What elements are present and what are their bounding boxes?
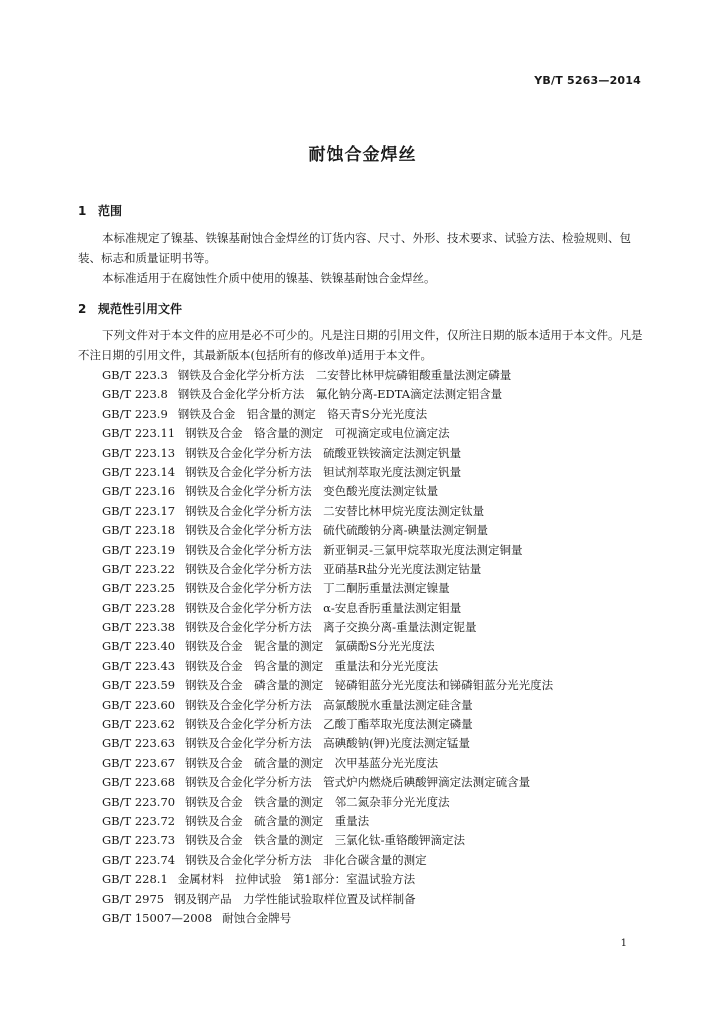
reference-code: GB/T 223.68 [102,775,176,790]
reference-item [102,812,553,831]
reference-title: 钢铁及合金 硫含量的测定 重量法 [185,813,370,828]
reference-item [102,754,553,773]
reference-item [102,502,553,521]
reference-code: GB/T 223.9 [102,406,168,421]
reference-title: 钢铁及合金 磷含量的测定 铋磷钼蓝分光光度法和锑磷钼蓝分光光度法 [185,678,554,693]
reference-title: 钢铁及合金化学分析方法 硫酸亚铁铵滴定法测定钒量 [185,445,462,460]
reference-item [102,870,553,889]
document-title: 耐蚀合金焊丝 [308,145,417,165]
reference-code: GB/T 223.63 [102,736,176,751]
reference-title: 金属材料 拉伸试验 第1部分：室温试验方法 [177,872,416,887]
section-number: 2 [78,302,87,316]
reference-title: 钢铁及合金 硫含量的测定 次甲基蓝分光光度法 [185,755,439,770]
reference-code: GB/T 223.40 [102,639,176,654]
reference-item [102,618,553,637]
reference-item [102,890,553,909]
reference-item [102,696,553,715]
reference-code: GB/T 223.18 [102,523,176,538]
reference-title: 钢铁及合金化学分析方法 钽试剂萃取光度法测定钒量 [185,464,462,479]
reference-title: 钢铁及合金化学分析方法 离子交换分离-重量法测定铌量 [185,620,477,635]
reference-item [102,734,553,753]
reference-code: GB/T 223.73 [102,833,176,848]
section-1-heading [78,202,122,219]
reference-item [102,385,553,404]
paragraph-text: 本标准适用于在腐蚀性介质中使用的镍基、铁镍基耐蚀合金焊丝。 [102,271,436,285]
reference-item [102,831,553,850]
reference-item [102,366,553,385]
reference-item [102,424,553,443]
reference-code: GB/T 223.16 [102,484,176,499]
reference-code: GB/T 223.17 [102,503,176,518]
reference-code: GB/T 223.38 [102,620,176,635]
section-1-paragraph-1 [78,228,643,268]
reference-title: 钢铁及合金 铁含量的测定 邻二氮杂菲分光光度法 [185,794,450,809]
reference-title: 钢铁及合金 钨含量的测定 重量法和分光光度法 [185,658,439,673]
section-2-heading [78,300,182,317]
reference-code: GB/T 223.19 [102,542,176,557]
reference-item [102,463,553,482]
section-2-paragraph-1 [78,325,643,365]
reference-title: 钢铁及合金 铝含量的测定 铬天青S分光光度法 [177,406,428,421]
reference-item [102,773,553,792]
section-title: 规范性引用文件 [98,302,183,316]
reference-item [102,405,553,424]
reference-title: 钢铁及合金化学分析方法 二安替比林甲烷光度法测定钛量 [185,503,485,518]
reference-title: 钢铁及合金化学分析方法 变色酸光度法测定钛量 [185,484,439,499]
reference-list [102,366,553,928]
section-number: 1 [78,204,87,218]
reference-code: GB/T 223.13 [102,445,176,460]
reference-code: GB/T 223.67 [102,755,176,770]
reference-code: GB/T 15007—2008 [102,910,213,925]
document-code: YB/T 5263—2014 [534,74,641,87]
reference-code: GB/T 223.72 [102,813,176,828]
reference-code: GB/T 223.14 [102,464,176,479]
reference-item [102,657,553,676]
reference-item [102,541,553,560]
reference-title: 钢铁及合金化学分析方法 管式炉内燃烧后碘酸钾滴定法测定硫含量 [185,775,531,790]
reference-code: GB/T 223.70 [102,794,176,809]
reference-code: GB/T 2975 [102,891,165,906]
reference-item [102,560,553,579]
reference-code: GB/T 223.59 [102,678,176,693]
reference-title: 钢铁及合金 铌含量的测定 氯磺酚S分光光度法 [185,639,435,654]
section-1-paragraph-2 [78,268,643,288]
reference-item [102,599,553,618]
reference-code: GB/T 223.3 [102,368,168,382]
reference-item [102,793,553,812]
reference-item [102,909,553,928]
reference-title: 钢铁及合金化学分析方法 二安替比林甲烷磷钼酸重量法测定磷量 [177,368,512,382]
reference-item [102,637,553,656]
paragraph-text: 下列文件对于本文件的应用是必不可少的。凡是注日期的引用文件，仅所注日期的版本适用于本文件。凡是不注日期的引用文件，其最新版本(包括所有的修改单)适用于本文件。 [78,328,643,362]
page-number: 1 [620,938,627,949]
reference-item [102,482,553,501]
reference-title: 钢铁及合金化学分析方法 丁二酮肟重量法测定镍量 [185,581,450,596]
reference-code: GB/T 223.62 [102,717,176,732]
reference-item [102,521,553,540]
reference-code: GB/T 223.60 [102,697,176,712]
reference-title: 钢铁及合金 铬含量的测定 可视滴定或电位滴定法 [185,426,450,441]
section-title: 范围 [98,204,123,218]
reference-title: 钢铁及合金化学分析方法 硫代硫酸钠分离-碘量法测定铜量 [185,523,488,538]
reference-title: 钢铁及合金化学分析方法 氟化钠分离-EDTA滴定法测定铝含量 [177,387,503,402]
reference-item [102,579,553,598]
reference-item [102,444,553,463]
paragraph-text: 本标准规定了镍基、铁镍基耐蚀合金焊丝的订货内容、尺寸、外形、技术要求、试验方法、检验规则、包装、标志和质量证明书等。 [78,231,631,265]
reference-code: GB/T 228.1 [102,872,168,887]
reference-item [102,676,553,695]
reference-title: 钢铁及合金化学分析方法 高氯酸脱水重量法测定硅含量 [185,697,473,712]
reference-code: GB/T 223.43 [102,658,176,673]
reference-code: GB/T 223.8 [102,387,168,402]
reference-title: 钢铁及合金 铁含量的测定 三氯化钛-重铬酸钾滴定法 [185,833,465,848]
reference-code: GB/T 223.11 [102,426,176,441]
reference-item [102,715,553,734]
reference-title: 钢铁及合金化学分析方法 非化合碳含量的测定 [185,852,427,867]
reference-code: GB/T 223.28 [102,600,176,615]
reference-code: GB/T 223.74 [102,852,176,867]
reference-title: 耐蚀合金牌号 [222,910,292,925]
reference-title: 钢铁及合金化学分析方法 乙酸丁酯萃取光度法测定磷量 [185,717,473,732]
reference-title: 钢及钢产品 力学性能试验取样位置及试样制备 [174,891,416,906]
reference-code: GB/T 223.22 [102,561,176,576]
reference-title: 钢铁及合金化学分析方法 高碘酸钠(钾)光度法测定锰量 [185,736,471,751]
reference-title: 钢铁及合金化学分析方法 新亚铜灵-三氯甲烷萃取光度法测定铜量 [185,542,523,557]
reference-code: GB/T 223.25 [102,581,176,596]
reference-title: 钢铁及合金化学分析方法 亚硝基R盐分光光度法测定钴量 [185,561,482,576]
reference-title: 钢铁及合金化学分析方法 α-安息香肟重量法测定钼量 [185,600,462,615]
reference-item [102,851,553,870]
